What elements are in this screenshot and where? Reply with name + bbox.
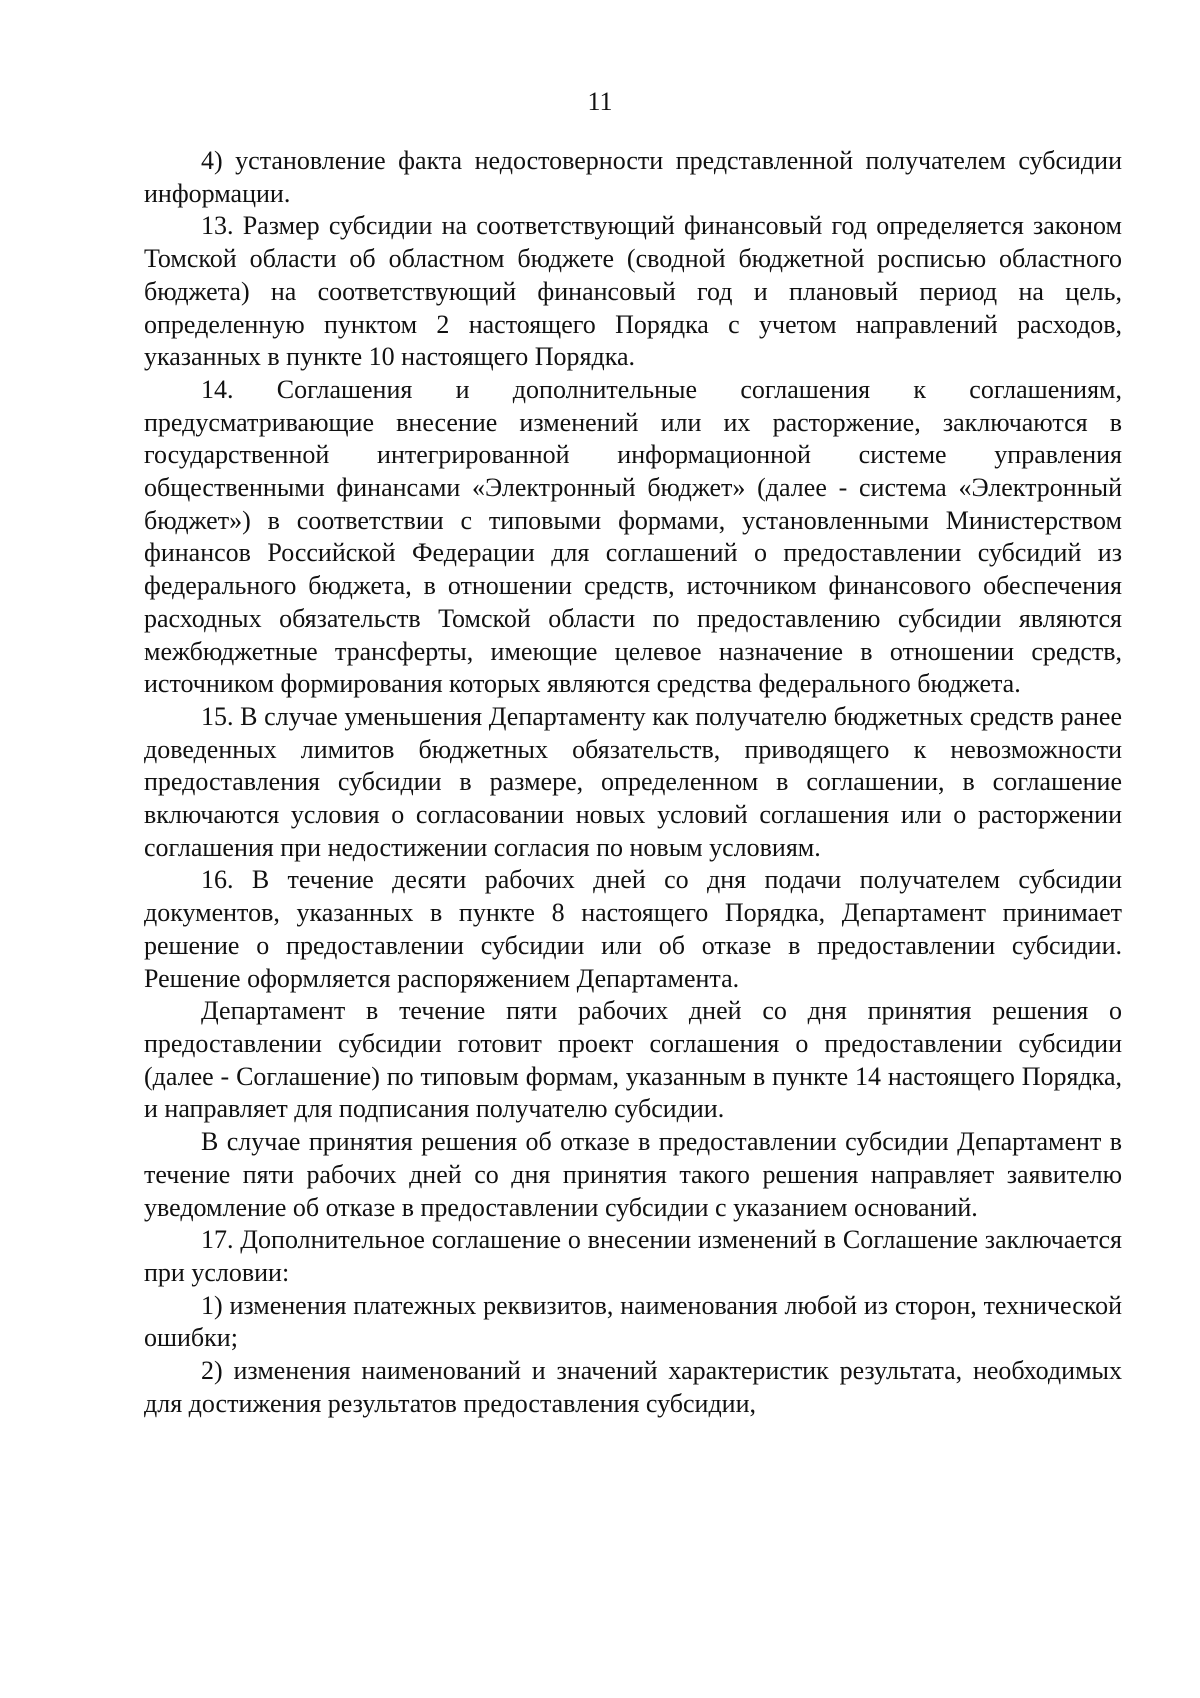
paragraph-17-item-2: 2) изменения наименований и значений характеристик результата, необходимых для достижения результатов предоставления субсидии, — [144, 1356, 1122, 1418]
paragraph-17: 17. Дополнительное соглашение о внесении изменений в Соглашение заключается при условии: — [144, 1225, 1122, 1287]
paragraph-16-department-agreement: Департамент в течение пяти рабочих дней со дня принятия решения о предоставлении субсидии готовит проект соглашения о предоставлении субсидии (далее - Соглашение) по типовым формам, указанным в пункте 14 настоящего Порядка, и направляет для подписания получателю субсидии. — [144, 996, 1122, 1124]
paragraph-15: 15. В случае уменьшения Департаменту как получателю бюджетных средств ранее доведенных лимитов бюджетных обязательств, приводящего к невозможности предоставления субсидии в размере, определенном в соглашении, в соглашение включаются условия о согласовании новых условий соглашения или о расторжении соглашения при недостижении согласия по новым условиям. — [144, 701, 1122, 862]
paragraph-item-4: 4) установление факта недостоверности представленной получателем субсидии информации. — [144, 146, 1122, 208]
document-body — [144, 145, 1122, 1420]
paragraph-14: 14. Соглашения и дополнительные соглашения к соглашениям, предусматривающие внесение изменений или их расторжение, заключаются в государственной интегрированной информационной системе управления общественными финансами «Электронный бюджет» (далее - система «Электронный бюджет») в соответствии с типовыми формами, установленными Министерством финансов Российской Федерации для соглашений о предоставлении субсидий из федерального бюджета, в отношении средств, источником финансового обеспечения расходных обязательств Томской области по предоставлению субсидии являются межбюджетные трансферты, имеющие целевое назначение в отношении средств, источником формирования которых являются средства федерального бюджета. — [144, 374, 1122, 699]
page-number: 11 — [587, 87, 613, 116]
paragraph-16: 16. В течение десяти рабочих дней со дня подачи получателем субсидии документов, указанных в пункте 8 настоящего Порядка, Департамент принимает решение о предоставлении субсидии или об отказе в предоставлении субсидии. Решение оформляется распоряжением Департамента. — [144, 865, 1122, 993]
paragraph-13: 13. Размер субсидии на соответствующий финансовый год определяется законом Томской области об областном бюджете (сводной бюджетной росписью областного бюджета) на соответствующий финансовый год и плановый период на цель, определенную пунктом 2 настоящего Порядка с учетом направлений расходов, указанных в пункте 10 настоящего Порядка. — [144, 211, 1122, 372]
paragraph-16-refusal: В случае принятия решения об отказе в предоставлении субсидии Департамент в течение пяти рабочих дней со дня принятия такого решения направляет заявителю уведомление об отказе в предоставлении субсидии с указанием оснований. — [144, 1127, 1122, 1222]
paragraph-17-item-1: 1) изменения платежных реквизитов, наименования любой из сторон, технической ошибки; — [144, 1290, 1122, 1353]
